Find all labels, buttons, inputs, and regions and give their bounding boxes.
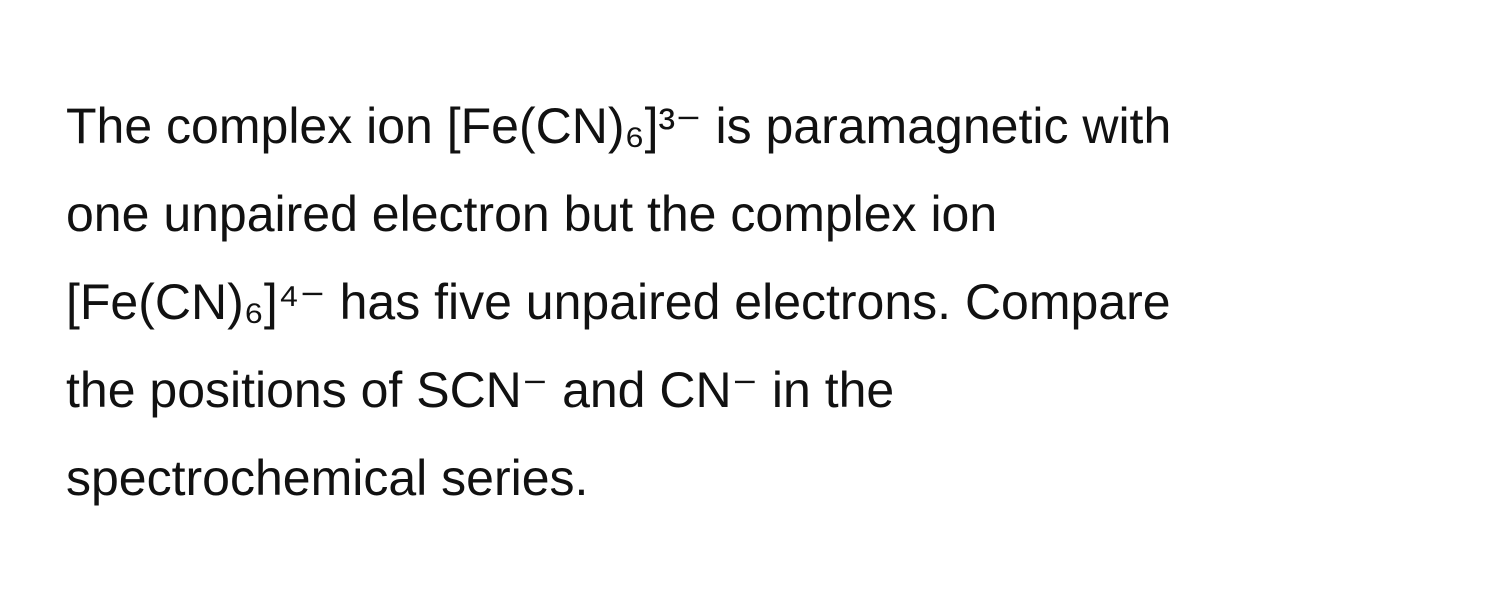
question-line-5: spectrochemical series. bbox=[66, 450, 589, 506]
question-text bbox=[66, 82, 1446, 522]
question-line-1: The complex ion [Fe(CN)₆]³⁻ is paramagnetic with bbox=[66, 98, 1172, 154]
question-line-3: [Fe(CN)₆]⁴⁻ has five unpaired electrons. Compare bbox=[66, 274, 1171, 330]
question-line-2: one unpaired electron but the complex ion bbox=[66, 186, 998, 242]
question-line-4: the positions of SCN⁻ and CN⁻ in the bbox=[66, 362, 895, 418]
